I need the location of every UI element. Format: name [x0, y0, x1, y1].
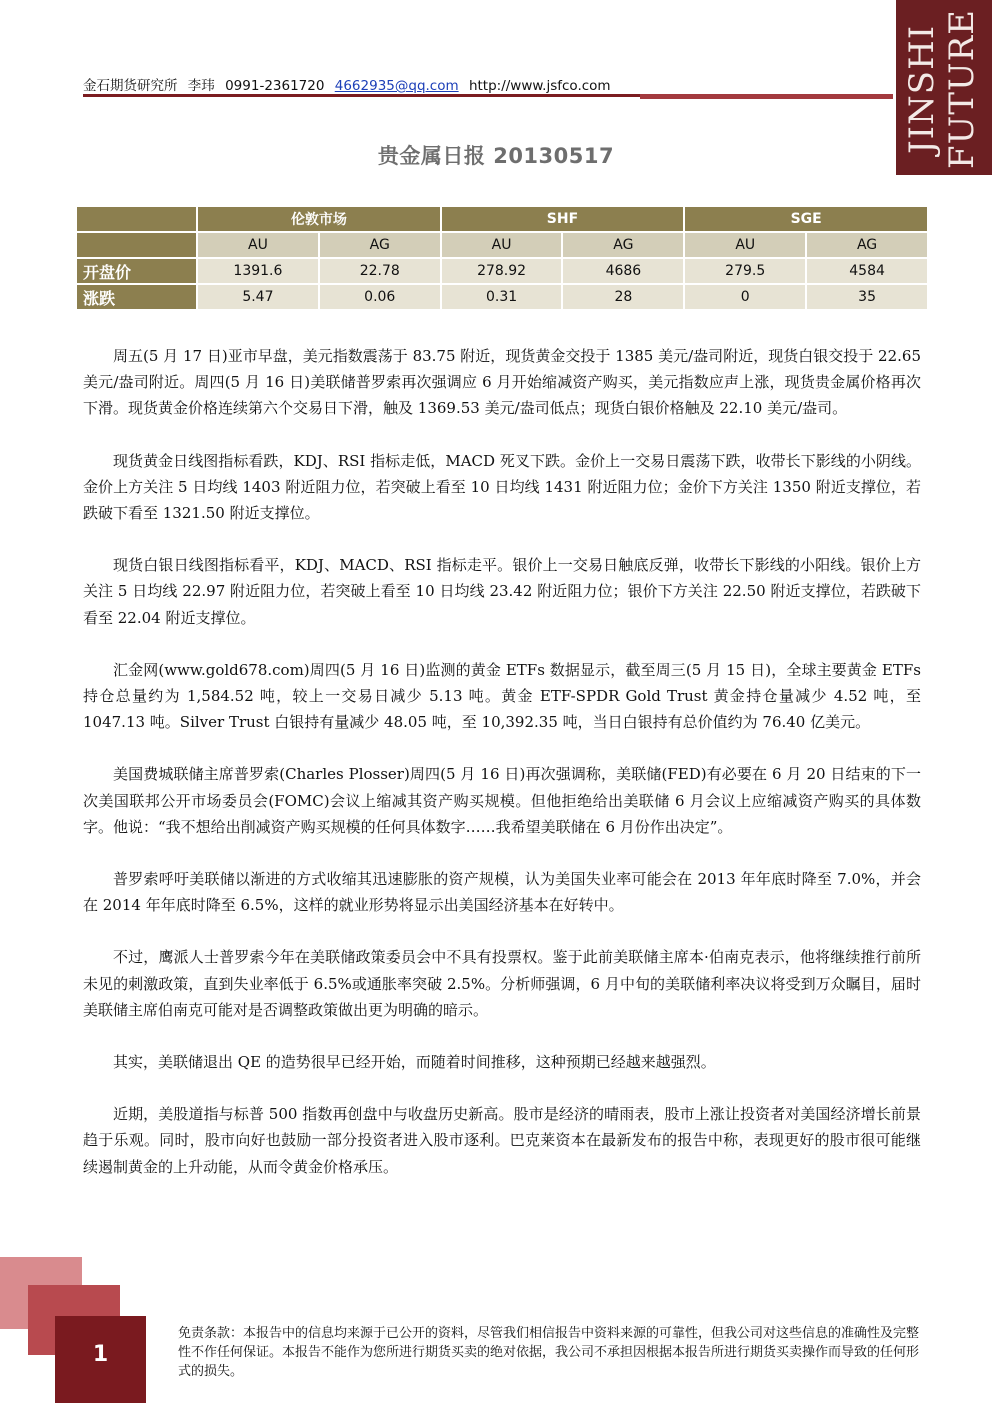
header-email-link[interactable]: 4662935@qq.com: [334, 78, 459, 94]
metal-header: AG: [562, 232, 684, 258]
table-corner-cell: [76, 232, 197, 258]
header-website-link[interactable]: http://www.jsfco.com: [468, 78, 611, 94]
header-divider-accent: [640, 94, 893, 99]
group-header-london: 伦敦市场: [197, 206, 441, 232]
metal-header: AG: [319, 232, 441, 258]
row-label-change: 涨跌: [76, 284, 197, 310]
metal-header: AU: [197, 232, 319, 258]
paragraph: 普罗索呼吁美联储以渐进的方式收缩其迅速膨胀的资产规模，认为美国失业率可能会在 2013 年年底时降至 7.0%，并会在 2014 年年底时降至 6.5%，这样的就业形势将显示出美国经济基本在好转中。: [83, 870, 921, 915]
table-cell: 0: [684, 284, 806, 310]
logo-line-1: JINSHI: [902, 24, 942, 154]
paragraph: 美国费城联储主席普罗索(Charles Plosser)周四(5 月 16 日)再次强调称，美联储(FED)有必要在 6 月 20 日结束的下一次美国联邦公开市场委员会(FOMC)会议上缩减其资产购买规模。但他拒绝给出美联储 6 月会议上应缩减资产购买的具体数字。他说：“我不想给出削减资产购买规模的任何具体数字……我希望美联储在 6 月份作出决定”。: [83, 765, 921, 836]
row-label-open: 开盘价: [76, 258, 197, 284]
table-row: [76, 284, 928, 310]
table-header-group-row: [76, 206, 928, 232]
table-corner-cell: [76, 206, 197, 232]
header-phone: 0991-2361720: [225, 78, 325, 94]
header-org: 金石期货研究所: [83, 78, 178, 94]
table-cell: 5.47: [197, 284, 319, 310]
price-table: [75, 205, 929, 311]
table-cell: 0.31: [441, 284, 563, 310]
table-cell: 28: [562, 284, 684, 310]
metal-header: AU: [441, 232, 563, 258]
table-row: [76, 258, 928, 284]
paragraph: 近期，美股道指与标普 500 指数再创盘中与收盘历史新高。股市是经济的晴雨表，股市上涨让投资者对美国经济增长前景趋于乐观。同时，股市向好也鼓励一部分投资者进入股市逐利。巴克莱资本在最新发布的报告中称，表现更好的股市很可能继续遏制黄金的上升动能，从而令黄金价格承压。: [83, 1105, 921, 1176]
metal-header: AG: [806, 232, 928, 258]
page-header: [83, 74, 617, 94]
paragraph: 现货黄金日线图指标看跌，KDJ、RSI 指标走低，MACD 死叉下跌。金价上一交易日震荡下跌，收带长下影线的小阴线。金价上方关注 5 日均线 1403 附近阻力位，若突破上看至 10 日均线 1431 附近阻力位；金价下方关注 1350 附近支撑位，若跌破下看至 1321.50 附近支撑位。: [83, 451, 921, 523]
paragraph: 不过，鹰派人士普罗索今年在美联储政策委员会中不具有投票权。鉴于此前美联储主席本·伯南克表示，他将继续推行前所未见的刺激政策，直到失业率低于 6.5%或通胀率突破 2.5%。分析师强调，6 月中旬的美联储利率决议将受到万众瞩目，届时美联储主席伯南克可能对是否调整政策做出更为明确的暗示。: [83, 948, 921, 1019]
table-cell: 4686: [562, 258, 684, 284]
table-cell: 0.06: [319, 284, 441, 310]
paragraph: 其实，美联储退出 QE 的造势很早已经开始，而随着时间推移，这种预期已经越来越强烈。: [113, 1053, 716, 1072]
table-cell: 1391.6: [197, 258, 319, 284]
table-cell: 4584: [806, 258, 928, 284]
logo-line-2: FUTURE: [942, 9, 982, 169]
page-title: 贵金属日报 20130517: [377, 144, 615, 168]
paragraph: 周五(5 月 17 日)亚市早盘，美元指数震荡于 83.75 附近，现货黄金交投于 1385 美元/盎司附近，现货白银交投于 22.65 美元/盎司附近。周四(5 月 16 日)美联储普罗索再次强调应 6 月开始缩减资产购买，美元指数应声上涨，现货贵金属价格再次下滑。现货黄金价格连续第六个交易日下滑，触及 1369.53 美元/盎司低点；现货白银价格触及 22.10 美元/盎司。: [83, 347, 921, 418]
group-header-sge: SGE: [684, 206, 928, 232]
disclaimer-text: 免责条款：本报告中的信息均来源于已公开的资料，尽管我们相信报告中资料来源的可靠性，但我公司对这些信息的准确性及完整性不作任何保证。本报告不能作为您所进行期货买卖的绝对依据，我公司不承担因根据本报告所进行期货买卖操作而导致的任何形式的损失。: [178, 1326, 920, 1379]
table-cell: 279.5: [684, 258, 806, 284]
table-cell: 35: [806, 284, 928, 310]
metal-header: AU: [684, 232, 806, 258]
paragraph: 现货白银日线图指标看平，KDJ、MACD、RSI 指标走平。银价上一交易日触底反弹，收带长下影线的小阳线。银价上方关注 5 日均线 22.97 附近阻力位，若突破上看至 10 日均线 23.42 附近阻力位；银价下方关注 22.50 附近支撑位，若跌破下看至 22.04 附近支撑位。: [83, 556, 921, 627]
page-number: 1: [92, 1342, 109, 1367]
paragraph: 汇金网(www.gold678.com)周四(5 月 16 日)监测的黄金 ETFs 数据显示，截至周三(5 月 15 日)，全球主要黄金 ETFs 持仓总量约为 1,584.52 吨，较上一交易日减少 5.13 吨。黄金 ETF-SPDR Gold Trust 黄金持仓量减少 4.52 吨，至 1047.13 吨。Silver Trust 白银持有量减少 48.05 吨，至 10,392.35 吨，当日白银持有总价值约为 76.40 亿美元。: [83, 660, 921, 732]
table-cell: 22.78: [319, 258, 441, 284]
table-header-metal-row: [76, 232, 928, 258]
header-author: 李玮: [187, 78, 215, 94]
article-body: [83, 343, 921, 1206]
group-header-shf: SHF: [441, 206, 685, 232]
table-cell: 278.92: [441, 258, 563, 284]
